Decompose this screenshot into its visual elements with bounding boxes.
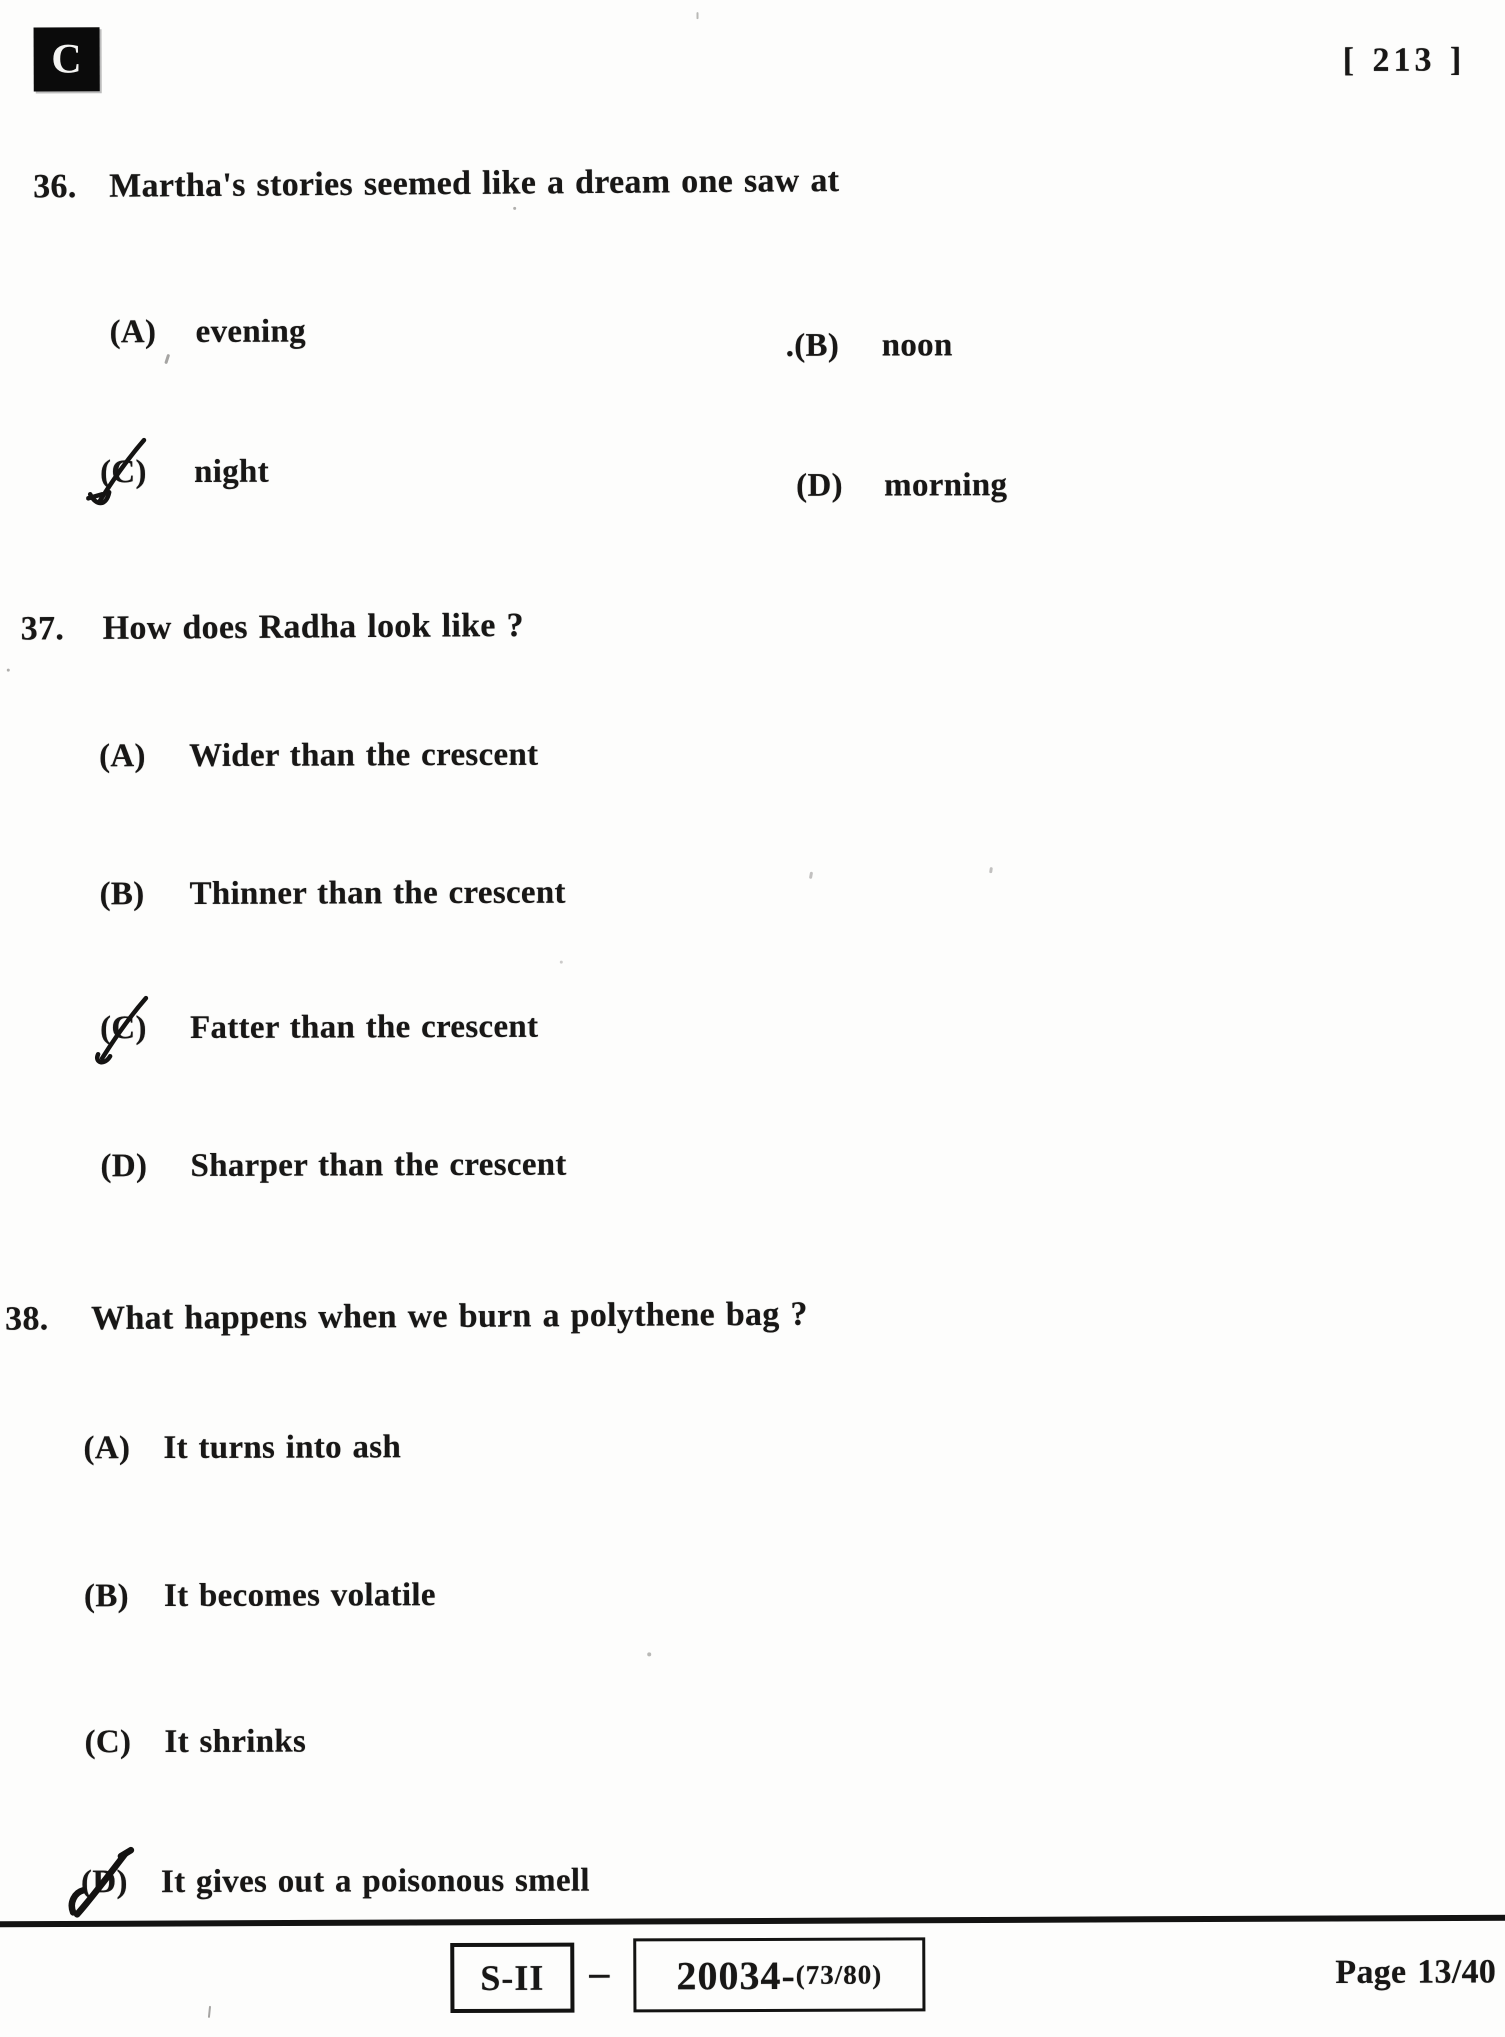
series-code: S-II <box>480 1957 545 1998</box>
scan-speckle <box>208 2006 211 2018</box>
scan-speckle <box>164 354 170 364</box>
question-text: What happens when we burn a polythene bag ? <box>90 1295 808 1338</box>
series-code-box <box>450 1943 574 2013</box>
option-label: (A) <box>99 738 146 775</box>
paper-code-suffix: (73/80) <box>795 1959 883 1990</box>
question-number: 38. <box>4 1300 49 1338</box>
option-text: morning <box>884 467 1008 504</box>
option-label: (A) <box>109 314 157 351</box>
option-text: It becomes volatile <box>163 1577 436 1615</box>
version-box <box>34 27 100 91</box>
scan-speckle <box>989 867 993 873</box>
option-text: It gives out a poisonous smell <box>160 1862 590 1901</box>
footer-separator: – <box>589 1949 610 1995</box>
option-label-marked: (C) <box>100 1010 147 1047</box>
option-label: (C) <box>84 1724 132 1761</box>
option-text: night <box>194 453 270 490</box>
scan-speckle <box>809 872 813 879</box>
footer-divider-line <box>0 1915 1505 1928</box>
question-number: 36. <box>33 168 77 206</box>
option-label: .(B) <box>785 327 840 364</box>
version-label: C <box>51 36 83 83</box>
option-label: (A) <box>83 1430 131 1467</box>
paper-code: 20034- <box>676 1952 796 1998</box>
option-text: noon <box>881 327 953 364</box>
option-text: Fatter than the crescent <box>189 1008 539 1046</box>
scan-speckle <box>560 961 563 964</box>
option-text: Wider than the crescent <box>189 736 539 774</box>
page-number-label: Page 13/40 <box>1335 1953 1497 1991</box>
paper-code-box <box>633 1937 925 2012</box>
scan-speckle <box>513 207 516 210</box>
scan-speckle <box>696 12 698 19</box>
scan-speckle <box>7 669 10 672</box>
option-label-marked: (C) <box>100 454 147 491</box>
bracket-page-number: [ 213 ] <box>1342 41 1466 79</box>
scan-speckle <box>647 1652 651 1656</box>
option-text: It turns into ash <box>163 1429 402 1467</box>
option-label: (D) <box>100 1148 148 1185</box>
option-label: (B) <box>99 876 145 913</box>
option-label: (B) <box>83 1578 129 1615</box>
question-number: 37. <box>20 610 65 648</box>
option-text: evening <box>195 313 306 350</box>
option-text: It shrinks <box>164 1723 307 1761</box>
option-label-marked: (D) <box>81 1864 128 1901</box>
option-label: (D) <box>796 467 843 504</box>
question-text: How does Radha look like ? <box>102 606 524 647</box>
question-text: Martha's stories seemed like a dream one saw at <box>109 162 840 205</box>
option-text: Sharper than the crescent <box>190 1146 567 1184</box>
option-text: Thinner than the crescent <box>189 874 566 912</box>
